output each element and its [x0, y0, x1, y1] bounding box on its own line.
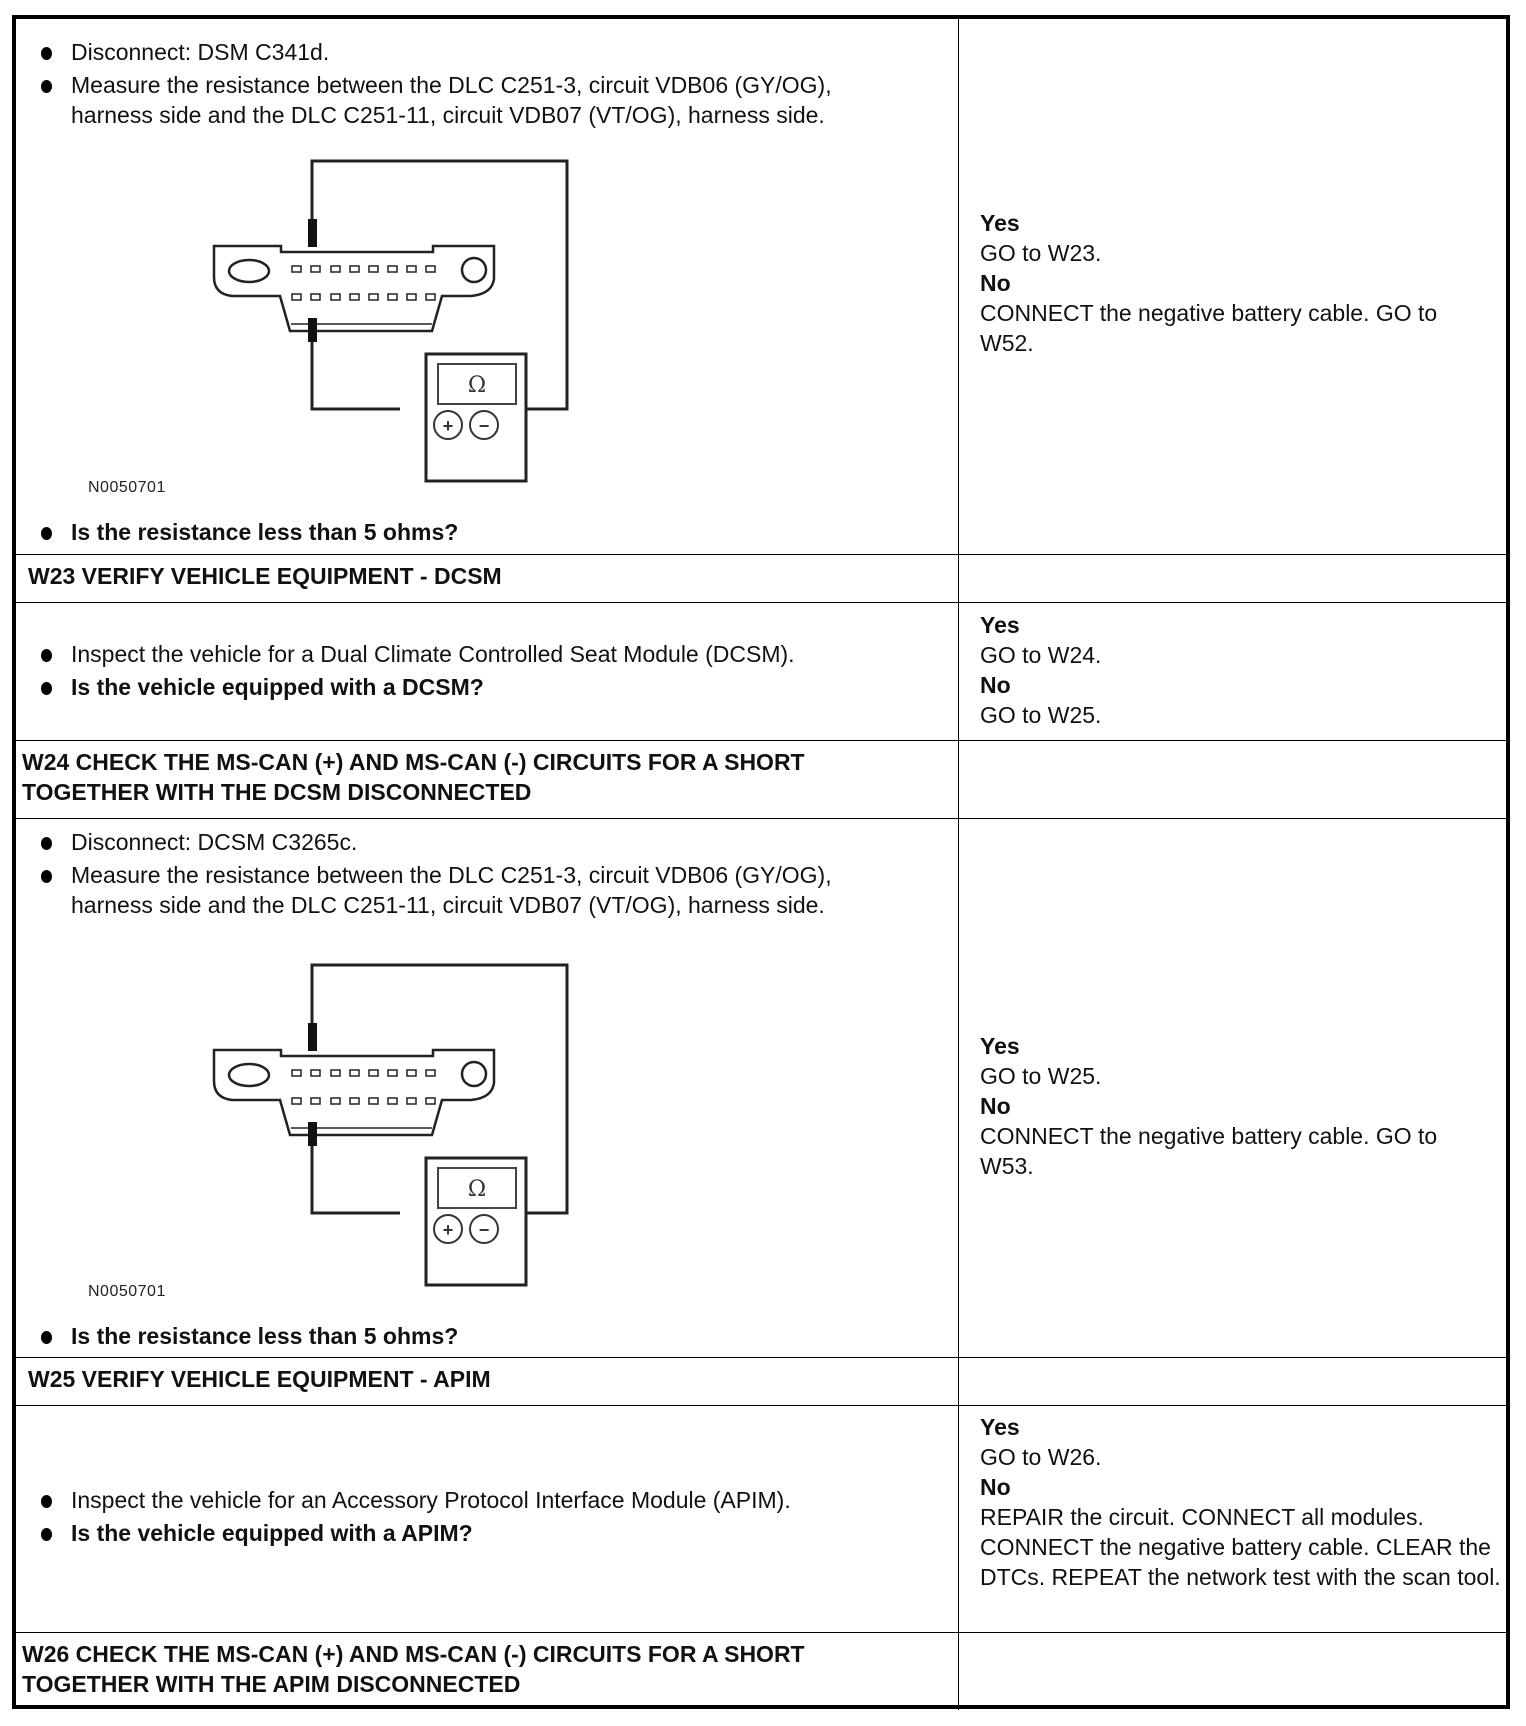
dlc-connector-icon	[214, 246, 494, 331]
ohm-symbol: Ω	[467, 373, 487, 398]
column-divider	[958, 1358, 959, 1406]
column-divider	[958, 19, 959, 554]
minus-label: −	[478, 416, 490, 436]
instruction-bullet: Measure the resistance between the DLC C251-3, circuit VDB06 (GY/OG), harness side and the DLC C251-11, circuit VDB07 (VT/OG), harness side.	[16, 860, 896, 920]
figure-id: N0050701	[88, 479, 166, 496]
probe-bottom-icon	[308, 1122, 317, 1146]
minus-label: −	[478, 1220, 490, 1240]
ohm-symbol: Ω	[467, 1177, 487, 1202]
no-label: No	[980, 1474, 1011, 1500]
dlc-connector-icon	[214, 1050, 494, 1135]
column-divider	[958, 819, 959, 1358]
step-title: W25 VERIFY VEHICLE EQUIPMENT - APIM	[28, 1366, 491, 1392]
no-action: CONNECT the negative battery cable. GO to W53.	[980, 1123, 1438, 1179]
column-divider	[958, 555, 959, 603]
ohmmeter-icon	[426, 354, 526, 481]
column-divider	[958, 603, 959, 741]
figure-id: N0050701	[88, 1283, 166, 1300]
plus-label: +	[442, 416, 454, 436]
column-divider	[958, 741, 959, 819]
step-row	[16, 818, 1506, 1358]
no-label: No	[980, 672, 1011, 698]
yes-action: GO to W23.	[980, 240, 1102, 266]
yes-label: Yes	[980, 612, 1020, 638]
yes-label: Yes	[980, 1414, 1020, 1440]
question-bullet: Is the vehicle equipped with a DCSM?	[16, 672, 916, 702]
question-bullet: Is the resistance less than 5 ohms?	[16, 517, 896, 547]
probe-bottom-icon	[308, 318, 317, 342]
instruction-bullet: Inspect the vehicle for an Accessory Protocol Interface Module (APIM).	[16, 1485, 916, 1515]
plus-label: +	[442, 1220, 454, 1240]
yes-action: GO to W25.	[980, 1063, 1102, 1089]
dlc-resistance-diagram	[196, 953, 596, 1293]
instruction-bullet: Inspect the vehicle for a Dual Climate Controlled Seat Module (DCSM).	[16, 639, 916, 669]
yes-label: Yes	[980, 210, 1020, 236]
step-title: W23 VERIFY VEHICLE EQUIPMENT - DCSM	[28, 563, 502, 589]
step-row	[16, 19, 1506, 554]
question-bullet: Is the resistance less than 5 ohms?	[16, 1321, 896, 1351]
step-title: W26 CHECK THE MS-CAN (+) AND MS-CAN (-) CIRCUITS FOR A SHORT TOGETHER WITH THE APIM DISCONNECTED	[22, 1641, 805, 1697]
no-action: GO to W25.	[980, 702, 1102, 728]
no-action: CONNECT the negative battery cable. GO to W52.	[980, 300, 1438, 356]
step-row	[16, 602, 1506, 741]
step-responses	[960, 19, 1506, 554]
ohmmeter-icon	[426, 1158, 526, 1285]
step-instructions	[16, 19, 958, 554]
no-label: No	[980, 1093, 1011, 1119]
yes-label: Yes	[980, 1033, 1020, 1059]
step-header-row	[16, 740, 1506, 819]
instruction-bullet: Disconnect: DSM C341d.	[16, 37, 896, 67]
step-header-row	[16, 1632, 1506, 1710]
step-title: W24 CHECK THE MS-CAN (+) AND MS-CAN (-) CIRCUITS FOR A SHORT TOGETHER WITH THE DCSM DISCONNECTED	[22, 749, 805, 805]
diagnostic-table	[12, 15, 1510, 1709]
step-row	[16, 1405, 1506, 1633]
probe-top-icon	[308, 1023, 317, 1051]
instruction-bullet: Disconnect: DCSM C3265c.	[16, 827, 896, 857]
step-header-row	[16, 1357, 1506, 1406]
dlc-resistance-diagram	[196, 149, 596, 489]
instruction-bullet: Measure the resistance between the DLC C251-3, circuit VDB06 (GY/OG), harness side and the DLC C251-11, circuit VDB07 (VT/OG), harness side.	[16, 70, 896, 130]
step-header-row	[16, 554, 1506, 603]
question-bullet: Is the vehicle equipped with a APIM?	[16, 1518, 916, 1548]
no-action: REPAIR the circuit. CONNECT all modules. CONNECT the negative battery cable. CLEAR the DTCs. REPEAT the network test with the scan tool.	[980, 1504, 1501, 1590]
column-divider	[958, 1406, 959, 1633]
yes-action: GO to W26.	[980, 1444, 1102, 1470]
probe-top-icon	[308, 219, 317, 247]
no-label: No	[980, 270, 1011, 296]
yes-action: GO to W24.	[980, 642, 1102, 668]
column-divider	[958, 1633, 959, 1710]
